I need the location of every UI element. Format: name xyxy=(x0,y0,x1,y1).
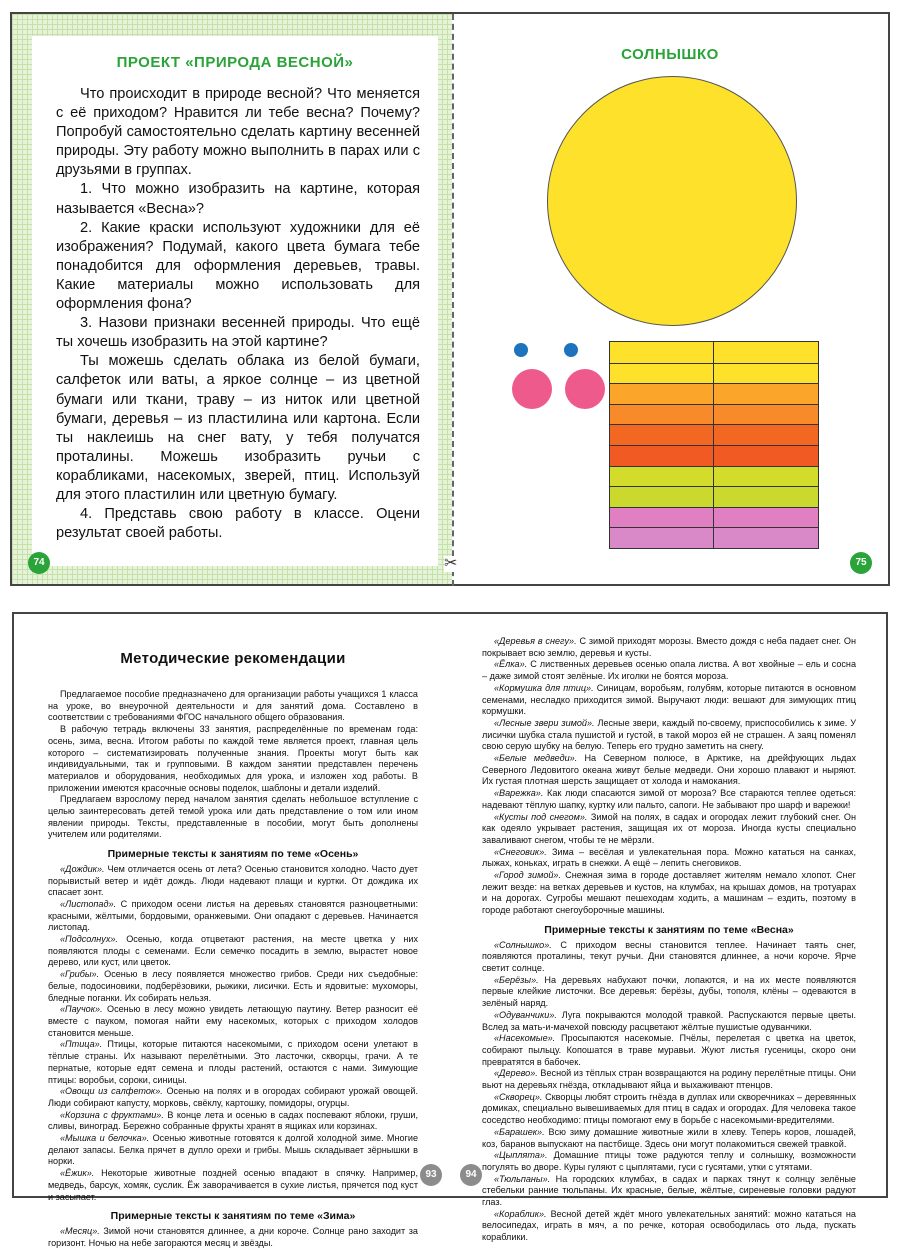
project-paragraph: 3. Назови признаки весенней природы. Что ещё ты хочешь изобразить на этой картине? xyxy=(56,315,420,351)
guide-item xyxy=(48,1110,418,1133)
guide-item-body: С приходом осени листья на деревьях становятся разноцветными: красными, жёлтыми, бордовыми, оранжевыми. Они опадают с деревьев. Начинается листопад. xyxy=(48,898,418,933)
guide-title: Методические рекомендации xyxy=(120,650,346,667)
guide-item-title: «Грибы». xyxy=(60,969,100,980)
guide-item-title: «Корзина с фруктами». xyxy=(60,1109,164,1120)
ray-stripe xyxy=(610,527,818,548)
top-spread xyxy=(0,0,900,588)
project-paragraph: 2. Какие краски используют художники для её изображения? Подумай, какого цвета бумага тебе понадобится для оформления деревьев, травы. Какие материалы можно использовать для оформления фона? xyxy=(56,219,420,313)
guide-item-body: На деревьях набухают почки, лопаются, и на их месте появляются первые клейкие листочки. Все деревья: берёзы, дубы, тополя, клёны – одеваются в зелёный наряд. xyxy=(482,974,856,1009)
guide-text xyxy=(48,689,418,1249)
guide-item xyxy=(482,718,856,753)
guide-item xyxy=(48,899,418,934)
intro-paragraph: Предлагаем взрослому перед началом занятия сделать небольшое вступление с целью заинтересовать детей темой урока или дать представление о том или ином явлении природы. Тексты, представленные в пособии, могут быть дополнены учителем или родителями. xyxy=(48,794,418,840)
guide-item-title: «Деревья в снегу». xyxy=(494,636,577,646)
guide-item-body: Лесные звери, каждый по-своему, приспособились к зиме. У лисички шубка стала пушистой и густой, в такой мороз ей не страшен. А заяц поменял свою серую шубку на белую. Теперь его трудно заметить на снегу. xyxy=(482,717,856,752)
guide-item-title: «Одуванчики». xyxy=(494,1009,557,1020)
guide-item-body: Чем отличается осень от лета? Осенью становится холодно. Часто дует порывистый ветер и идёт дождь. Люди надевают плащи и куртки. От дождика их спасает зонт. xyxy=(48,863,418,898)
intro-paragraph: Предлагаемое пособие предназначено для организации работы учащихся 1 класса на уроке, во внеурочной деятельности и для занятий дома. Составлено в соответствии с требованиями ФГОС начального общего образования. xyxy=(48,689,418,723)
guide-item-body: В конце лета и осенью в садах поспевают яблоки, груши, сливы, виноград. Бережно собранные фрукты хранят в ящиках или корзинах. xyxy=(48,1109,418,1132)
guide-item-title: «Кусты под снегом». xyxy=(494,811,588,822)
guide-item-title: «Белые медведи». xyxy=(494,753,578,764)
guide-item xyxy=(482,753,856,788)
cheek-left xyxy=(512,369,552,409)
guide-item xyxy=(482,847,856,870)
guide-item xyxy=(482,1033,856,1068)
guide-item-title: «Кормушка для птиц». xyxy=(494,682,594,693)
project-paragraph: Ты можешь сделать облака из белой бумаги, салфеток или ваты, а яркое солнце – из цветной бумаги или ткани, траву – из ниток или цветной бумаги, деревья – из пластилина или картона. Если ты наклеишь на снег вату, у тебя получатся проталины. Можешь изобразить ручьи с корабликами, насекомых, зверей, птиц. Используй для этого пластилин или цветную бумагу. xyxy=(56,353,420,503)
guide-item-title: «Подсолнух». xyxy=(60,934,118,945)
guide-item-body: Синицам, воробьям, голубям, которые питаются в основном семенами, несладко приходится зимой. Выручают люди: вешают для зимующих птиц кормушки. xyxy=(482,682,856,717)
guide-item-title: «Ёлка». xyxy=(494,659,528,670)
page-number-94: 94 xyxy=(460,1164,482,1186)
ray-stripe xyxy=(610,424,818,445)
project-text-panel xyxy=(32,36,438,566)
guide-item xyxy=(482,975,856,1010)
guide-item-body: С приходом весны становится теплее. Начинает таять снег, появляются проталины, текут ручьи. Дни становятся длиннее, а ночи короче. Ярче светит солнце. xyxy=(482,939,856,973)
guide-item-body: Некоторые животные поздней осенью впадают в спячку. Например, медведь, барсук, хомяк, суслик. Ёж заворачивается в сухие листья, прячется под куст и засыпает. xyxy=(48,1168,418,1202)
template-title: СОЛНЫШКО xyxy=(621,46,719,63)
ray-stripe xyxy=(610,404,818,425)
guide-item-body: Осенью животные готовятся к долгой холодной зиме. Многие делают запасы. Белка прячет в дупло орехи и грибы. Мышь складывает зёрнышки в норки. xyxy=(48,1133,419,1167)
guide-item-title: «Дерево». xyxy=(494,1068,538,1079)
guide-item-title: «Город зимой». xyxy=(494,870,562,881)
guide-item-body: С зимой приходят морозы. Вместо дождя с неба падает снег. Он покрывает всю землю, деревья и кусты. xyxy=(482,636,856,658)
ray-stripe xyxy=(610,383,818,404)
eye-right xyxy=(564,343,578,357)
guide-item-body: Зимой ночи становятся длиннее, а дни короче. Солнце рано заходит за горизонт. Ночью на небе загораются месяц и звёзды. xyxy=(48,1225,418,1248)
guide-item-body: Всю зиму домашние животные жили в хлеву. Теперь коров, лошадей, коз, баранов выпускают на пастбище. Здесь они могут полакомиться свежей травкой. xyxy=(482,1126,856,1149)
guide-item-body: Как люди спасаются зимой от мороза? Все стараются теплее одеться: надевают тёплую шапку, куртку или пальто, сапоги. Не забывают про шарф и варежки! xyxy=(482,788,856,810)
guide-item-title: «Насекомые». xyxy=(494,1033,556,1044)
guide-item-body: Осенью в лесу появляется множество грибов. Среди них съедобные: белые, подосиновики, подберёзовики, рыжики, лисички. Есть и ядовитые: мухоморы, бледные поганки. Их собирать нельзя. xyxy=(48,969,418,1003)
guide-item xyxy=(482,636,856,659)
guide-item-title: «Кораблик». xyxy=(494,1208,547,1219)
page-74 xyxy=(10,12,452,586)
page-number-74: 74 xyxy=(28,552,50,574)
eye-left xyxy=(514,343,528,357)
ray-stripe xyxy=(610,363,818,384)
guide-item-title: «Листопад». xyxy=(60,898,117,909)
guide-item-body: На городских клумбах, в садах и парках тянут к солнцу зелёные стебельки ранние тюльпаны. Их красные, белые, жёлтые, сиреневые головки радуют глаз. xyxy=(482,1173,856,1208)
winter-heading: Примерные тексты к занятиям по теме «Зима» xyxy=(110,1210,356,1223)
guide-item-title: «Птица». xyxy=(60,1039,103,1050)
guide-item-title: «Берёзы». xyxy=(494,974,539,985)
ray-stripe xyxy=(610,486,818,507)
guide-item-body: Зимой на полях, в садах и огородах лежит глубокий снег. Он как одеяло укрывает растения, защищая их от мороза. Иногда кусты специально заваливают снегом, чтобы те не мёрзли. xyxy=(482,811,856,845)
guide-item-body: Домашние птицы тоже радуются теплу и солнышку, возможности погулять во дворе. Куры гуляют с цыплятами, гуси с гусятами, утки с утятами. xyxy=(482,1150,856,1172)
page-75 xyxy=(452,12,890,586)
project-text xyxy=(56,85,420,543)
guide-item-body: Весной из тёплых стран возвращаются на родину перелётные птицы. Они вьют на деревьях гнёзда, откладывают яйца и выхаживают птенцов. xyxy=(482,1068,856,1091)
guide-item xyxy=(482,1174,856,1209)
guide-item xyxy=(48,969,418,1004)
guide-item xyxy=(482,1150,856,1173)
spring-heading: Примерные тексты к занятиям по теме «Весна» xyxy=(544,923,794,936)
project-paragraph: 4. Представь свою работу в классе. Оцени результат своей работы. xyxy=(56,506,420,542)
guide-item-title: «Лесные звери зимой». xyxy=(494,717,595,728)
guide-item-title: «Скворец». xyxy=(494,1091,543,1102)
guide-item-title: «Мышка и белочка». xyxy=(60,1133,150,1144)
guide-item-title: «Снеговик». xyxy=(494,846,547,857)
guide-item xyxy=(482,683,856,718)
guide-item-title: «Месяц». xyxy=(60,1225,100,1236)
sun-circle xyxy=(547,76,797,326)
guide-item-title: «Цыплята». xyxy=(494,1150,548,1161)
page-number-75: 75 xyxy=(850,552,872,574)
guide-item xyxy=(48,864,418,899)
intro-paragraph: В рабочую тетрадь включены 33 занятия, распределённые по временам года: осень, зима, весна. Итогом работы по каждой теме является проект, главная цель которого – систематизировать полученные знания. Проекты могут быть как индивидуальными, так и групповыми. В каждом занятии представлен перечень материалов и оборудования, необходимых для урока, и изложен ход работы. В приложении имеются красочные основы поделок, шаблоны и детали изделий. xyxy=(48,724,418,793)
guide-item-title: «Тюльпаны». xyxy=(494,1173,551,1184)
page-number-93: 93 xyxy=(420,1164,442,1186)
guide-item xyxy=(48,1168,418,1203)
ray-stripes xyxy=(609,341,819,549)
page-93 xyxy=(12,612,452,1248)
project-paragraph: 1. Что можно изобразить на картине, которая называется «Весна»? xyxy=(56,181,420,217)
guide-item-body: Птицы, которые питаются насекомыми, с приходом осени улетают в тёплые страны. Их называют перелётными. Это ласточки, скворцы, грачи. А те пернатые, которые едят семена и плоды растений, остаются с нами. Зимующие птицы: воробьи, сороки, синицы. xyxy=(48,1039,418,1085)
guide-item xyxy=(48,1004,418,1039)
guide-item xyxy=(482,870,856,917)
guide-item xyxy=(482,1068,856,1091)
guide-item-body: Зима – весёлая и увлекательная пора. Можно кататься на санках, лыжах, коньках, играть в снежки. А ещё – лепить снеговиков. xyxy=(482,846,856,869)
guide-item-title: «Варежка». xyxy=(494,788,544,799)
guide-item xyxy=(482,659,856,682)
guide-item xyxy=(482,1010,856,1033)
guide-item xyxy=(48,1086,418,1109)
guide-item xyxy=(48,934,418,969)
guide-item-body: Весной детей ждёт много увлекательных занятий: можно кататься на велосипедах, играть в мяч, а по речке, которая освободилась ото льда, пускать кораблики. xyxy=(482,1208,856,1243)
guide-text-continued xyxy=(482,636,856,1244)
page-94 xyxy=(452,612,888,1243)
guide-item-title: «Овощи из салфеток». xyxy=(60,1086,163,1097)
ray-stripe xyxy=(610,466,818,487)
cheek-right xyxy=(565,369,605,409)
guide-item xyxy=(482,940,856,975)
guide-item-title: «Дождик». xyxy=(60,863,105,874)
ray-stripe xyxy=(610,342,818,363)
guide-item xyxy=(482,1209,856,1244)
guide-item xyxy=(482,1127,856,1150)
guide-item-body: Снежная зима в городе доставляет жителям немало хлопот. Снег лежит везде: на ветках деревьев и кустов, на клумбах, на крышах домов, на тротуарах и на дорогах. Сугробы мешают пешеходам ходить, а машинам – ездить, поэтому в городе работают снегоуборочные машины. xyxy=(482,870,856,916)
ray-stripe xyxy=(610,445,818,466)
guide-item-title: «Паучок». xyxy=(60,1004,103,1015)
guide-item-body: Осенью на полях и в огородах собирают урожай овощей. Люди собирают капусту, морковь, свёклу, картошку, помидоры, огурцы. xyxy=(48,1086,418,1108)
guide-item-body: Луга покрываются молодой травкой. Распускаются первые цветы. Вслед за мать-и-мачехой повсюду расцветают жёлтые пушистые одуванчики. xyxy=(482,1009,856,1032)
guide-item-body: Скворцы любят строить гнёзда в дуплах или скворечниках – деревянных домиках, специально вывешиваемых для птиц в садах и огородах. Для человека такое соседство необходимо: птицы помогают ему в борьбе с насекомыми-вредителями. xyxy=(482,1091,856,1126)
guide-item-title: «Ёжик». xyxy=(60,1168,95,1179)
guide-item-title: «Барашек». xyxy=(494,1126,545,1137)
guide-item-body: Осенью, когда отцветают растения, на месте цветка у них появляются плоды с семенами. Если семечко посадить в землю, вырастет новое дерево, или куст, или цветок. xyxy=(48,934,418,968)
guide-item xyxy=(48,1226,418,1249)
guide-item xyxy=(482,1092,856,1127)
scissors-icon: ✂ xyxy=(444,555,458,572)
guide-item xyxy=(48,1133,418,1168)
bottom-spread xyxy=(0,604,900,1248)
ray-stripe xyxy=(610,507,818,528)
fold-cut-line xyxy=(452,14,454,586)
guide-item-body: Осенью в лесу можно увидеть летающую паутину. Ветер разносит её вместе с пауком, помогая найти ему насекомых, которых с приходом холодов становится меньше. xyxy=(48,1004,418,1038)
guide-item-body: С лиственных деревьев осенью опала листва. А вот хвойные – ель и сосна – даже зимой стоят зелёные. Их иголки не боятся мороза. xyxy=(482,659,856,682)
stripes-divider xyxy=(713,342,714,548)
project-title: ПРОЕКТ «ПРИРОДА ВЕСНОЙ» xyxy=(116,54,354,71)
guide-item-body: На Северном полюсе, в Арктике, на дрейфующих льдах Северного Ледовитого океана живут белые медведи. Они хорошо плавают и ныряют. Их густая плотная шерсть защищает от холода и намокания. xyxy=(482,753,856,787)
guide-item xyxy=(482,788,856,811)
guide-item-body: Просыпаются насекомые. Пчёлы, перелетая с цветка на цветок, собирают пыльцу. Копошатся в траве муравьи. Жуют листья гусеницы, скоро они превратятся в бабочек. xyxy=(482,1033,856,1067)
project-paragraph: Что происходит в природе весной? Что меняется с её приходом? Нравится ли тебе весна? Почему? Попробуй самостоятельно сделать картину весенней природы. Эту работу можно выполнить в парах или с друзьями в группах. xyxy=(56,86,420,179)
autumn-heading: Примерные тексты к занятиям по теме «Осень» xyxy=(107,848,359,861)
guide-item xyxy=(48,1039,418,1086)
guide-item xyxy=(482,812,856,847)
guide-item-title: «Солнышко». xyxy=(494,939,552,950)
